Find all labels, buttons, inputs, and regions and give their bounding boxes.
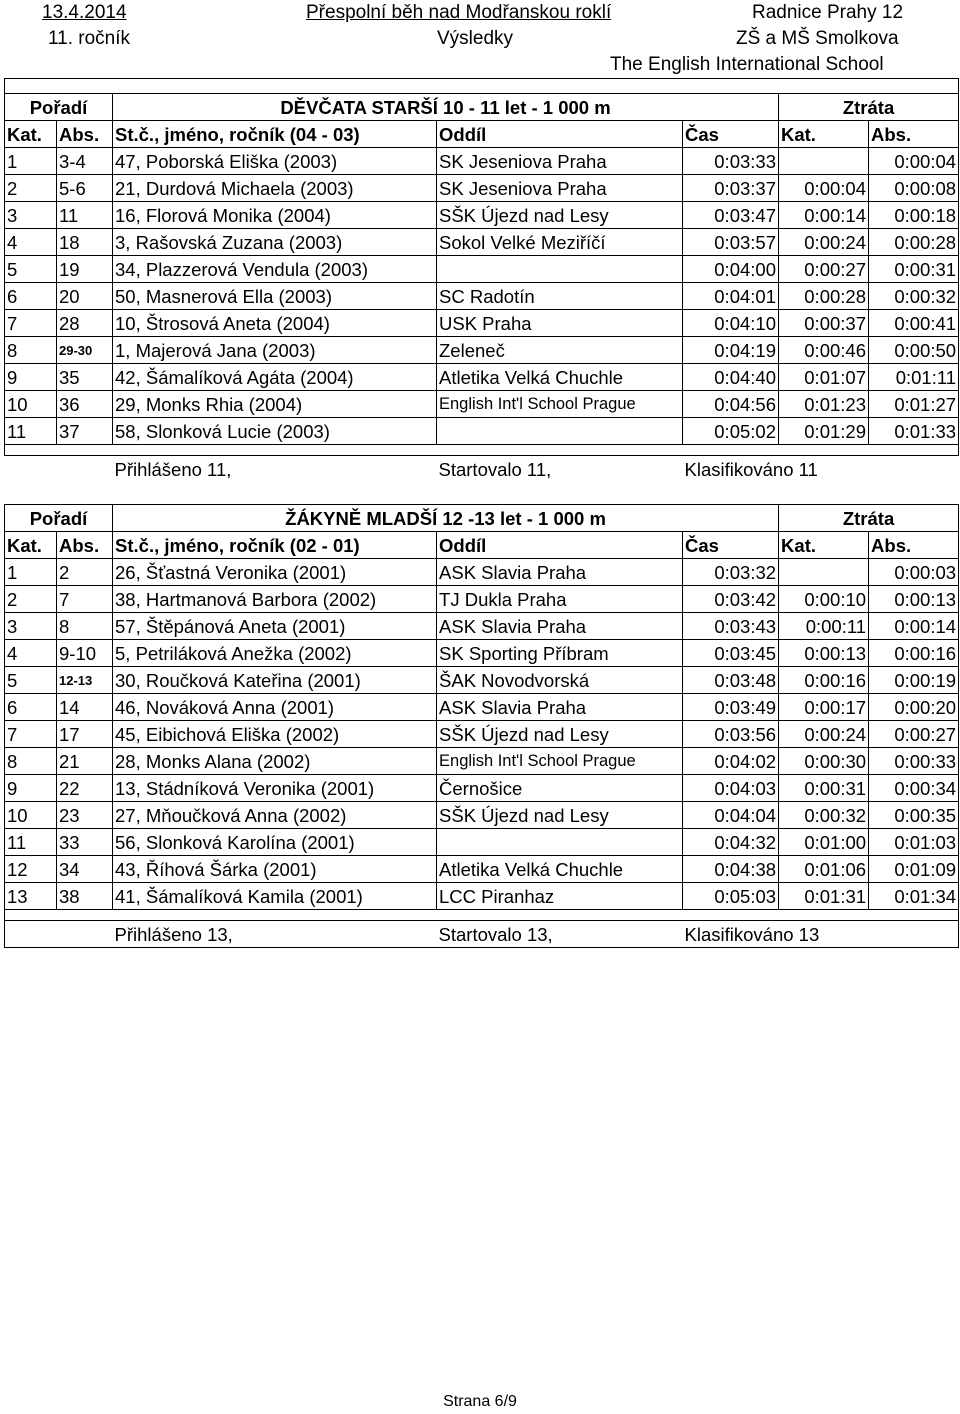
- col-abs: Abs.: [57, 532, 113, 559]
- loss-abs: 0:01:33: [869, 418, 959, 445]
- rank-kat: 2: [5, 175, 57, 202]
- club: Sokol Velké Meziříčí: [437, 229, 683, 256]
- rank-abs: 19: [57, 256, 113, 283]
- loss-kat: 0:00:27: [779, 256, 869, 283]
- category-header-row: [5, 94, 959, 121]
- table-row: [5, 310, 959, 337]
- rank-kat: 5: [5, 667, 57, 694]
- col-time: Čas: [683, 121, 779, 148]
- results-table-girls-younger: [4, 504, 959, 948]
- col-loss-abs: Abs.: [869, 532, 959, 559]
- loss-kat: 0:00:04: [779, 175, 869, 202]
- rank-kat: 7: [5, 310, 57, 337]
- table-row: [5, 283, 959, 310]
- club: [437, 418, 683, 445]
- time: 0:03:57: [683, 229, 779, 256]
- loss-kat: 0:00:24: [779, 229, 869, 256]
- rank-abs: 28: [57, 310, 113, 337]
- loss-kat: [779, 148, 869, 175]
- event-edition: 11. ročník: [48, 28, 131, 49]
- loss-abs: 0:00:04: [869, 148, 959, 175]
- time: 0:04:56: [683, 391, 779, 418]
- runner: 10, Štrosová Aneta (2004): [113, 310, 437, 337]
- rank-kat: 4: [5, 640, 57, 667]
- rank-abs: 21: [57, 748, 113, 775]
- runner: 1, Majerová Jana (2003): [113, 337, 437, 364]
- loss-abs: 0:00:31: [869, 256, 959, 283]
- rank-abs: 23: [57, 802, 113, 829]
- rank-kat: 11: [5, 418, 57, 445]
- rank-kat: 1: [5, 559, 57, 586]
- table-row: [5, 694, 959, 721]
- club: SŠK Újezd nad Lesy: [437, 721, 683, 748]
- column-header-row: [5, 532, 959, 559]
- rank-kat: 3: [5, 202, 57, 229]
- rank-abs: 17: [57, 721, 113, 748]
- rank-kat: 9: [5, 364, 57, 391]
- time: 0:03:42: [683, 586, 779, 613]
- col-name: St.č., jméno, ročník (02 - 01): [113, 532, 437, 559]
- club: SK Sporting Příbram: [437, 640, 683, 667]
- time: 0:03:37: [683, 175, 779, 202]
- registered-count: Přihlášeno 11,: [114, 459, 232, 480]
- table-row: [5, 883, 959, 910]
- loss-kat: 0:01:00: [779, 829, 869, 856]
- rank-abs: 38: [57, 883, 113, 910]
- club: English Int'l School Prague: [437, 391, 683, 418]
- loss-abs: 0:01:27: [869, 391, 959, 418]
- time: 0:04:19: [683, 337, 779, 364]
- loss-kat: 0:00:17: [779, 694, 869, 721]
- table-row: [5, 829, 959, 856]
- loss-kat: 0:00:14: [779, 202, 869, 229]
- started-count: Startovalo 13,: [437, 921, 683, 948]
- runner: 47, Poborská Eliška (2003): [113, 148, 437, 175]
- runner: 29, Monks Rhia (2004): [113, 391, 437, 418]
- loss-kat: [779, 559, 869, 586]
- rank-kat: 10: [5, 391, 57, 418]
- loss-abs: 0:00:18: [869, 202, 959, 229]
- loss-kat: 0:00:10: [779, 586, 869, 613]
- rank-abs: 12-13: [57, 667, 113, 694]
- runner: 45, Eibichová Eliška (2002): [113, 721, 437, 748]
- club: TJ Dukla Praha: [437, 586, 683, 613]
- club: SŠK Újezd nad Lesy: [437, 802, 683, 829]
- time: 0:04:10: [683, 310, 779, 337]
- club: ŠAK Novodvorská: [437, 667, 683, 694]
- loss-kat: 0:00:31: [779, 775, 869, 802]
- table-row: [5, 775, 959, 802]
- col-kat: Kat.: [5, 532, 57, 559]
- time: 0:04:02: [683, 748, 779, 775]
- rank-kat: 1: [5, 148, 57, 175]
- club: ASK Slavia Praha: [437, 694, 683, 721]
- rank-kat: 4: [5, 229, 57, 256]
- rank-kat: 6: [5, 283, 57, 310]
- category-title: DĚVČATA STARŠÍ 10 - 11 let - 1 000 m: [113, 94, 779, 121]
- column-header-row: [5, 121, 959, 148]
- loss-kat: 0:00:30: [779, 748, 869, 775]
- col-time: Čas: [683, 532, 779, 559]
- rank-kat: 10: [5, 802, 57, 829]
- runner: 13, Stádníková Veronika (2001): [113, 775, 437, 802]
- loss-kat: 0:00:24: [779, 721, 869, 748]
- header-line-1: [0, 2, 960, 28]
- runner: 26, Šťastná Veronika (2001): [113, 559, 437, 586]
- rank-abs: 11: [57, 202, 113, 229]
- col-loss-kat: Kat.: [779, 121, 869, 148]
- col-loss-abs: Abs.: [869, 121, 959, 148]
- table-row: [5, 613, 959, 640]
- time: 0:04:01: [683, 283, 779, 310]
- started-count: Startovalo 11,: [438, 459, 552, 480]
- runner: 38, Hartmanová Barbora (2002): [113, 586, 437, 613]
- loss-abs: 0:00:33: [869, 748, 959, 775]
- event-name: Přespolní běh nad Modřanskou roklí: [306, 2, 612, 23]
- loss-abs: 0:00:28: [869, 229, 959, 256]
- club: SK Jeseniova Praha: [437, 148, 683, 175]
- loss-kat: 0:01:31: [779, 883, 869, 910]
- rank-abs: 3-4: [57, 148, 113, 175]
- loss-kat: 0:00:11: [779, 613, 869, 640]
- col-club: Oddíl: [437, 532, 683, 559]
- rank-header: Pořadí: [5, 505, 113, 532]
- time: 0:05:02: [683, 418, 779, 445]
- loss-abs: 0:01:09: [869, 856, 959, 883]
- rank-kat: 12: [5, 856, 57, 883]
- table-row: [5, 256, 959, 283]
- time: 0:04:00: [683, 256, 779, 283]
- rank-kat: 2: [5, 586, 57, 613]
- rank-kat: 8: [5, 337, 57, 364]
- loss-abs: 0:00:32: [869, 283, 959, 310]
- header-line-3: [0, 54, 960, 80]
- loss-abs: 0:00:35: [869, 802, 959, 829]
- time: 0:05:03: [683, 883, 779, 910]
- time: 0:04:38: [683, 856, 779, 883]
- runner: 50, Masnerová Ella (2003): [113, 283, 437, 310]
- rank-abs: 8: [57, 613, 113, 640]
- category-title: ŽÁKYNĚ MLADŠÍ 12 -13 let - 1 000 m: [113, 505, 779, 532]
- col-club: Oddíl: [437, 121, 683, 148]
- table-row: [5, 559, 959, 586]
- loss-abs: 0:00:13: [869, 586, 959, 613]
- loss-kat: 0:01:29: [779, 418, 869, 445]
- rank-abs: 22: [57, 775, 113, 802]
- club: Atletika Velká Chuchle: [437, 364, 683, 391]
- runner: 42, Šámalíková Agáta (2004): [113, 364, 437, 391]
- page-number: Strana 6/9: [443, 1393, 517, 1410]
- time: 0:04:04: [683, 802, 779, 829]
- rank-header: Pořadí: [5, 94, 113, 121]
- club: SK Jeseniova Praha: [437, 175, 683, 202]
- rank-abs: 33: [57, 829, 113, 856]
- classified-count: Klasifikováno 11: [684, 459, 818, 480]
- club: English Int'l School Prague: [437, 748, 683, 775]
- loss-abs: 0:00:03: [869, 559, 959, 586]
- table-row: [5, 667, 959, 694]
- event-date: 13.4.2014: [42, 2, 127, 23]
- runner: 27, Mňoučková Anna (2002): [113, 802, 437, 829]
- col-loss-kat: Kat.: [779, 532, 869, 559]
- summary-row: [5, 921, 959, 948]
- runner: 21, Durdová Michaela (2003): [113, 175, 437, 202]
- table-row: [5, 229, 959, 256]
- time: 0:03:45: [683, 640, 779, 667]
- time: 0:04:03: [683, 775, 779, 802]
- time: 0:04:32: [683, 829, 779, 856]
- time: 0:03:48: [683, 667, 779, 694]
- table-row: [5, 856, 959, 883]
- rank-abs: 18: [57, 229, 113, 256]
- runner: 3, Rašovská Zuzana (2003): [113, 229, 437, 256]
- rank-abs: 20: [57, 283, 113, 310]
- rank-kat: 6: [5, 694, 57, 721]
- rank-abs: 34: [57, 856, 113, 883]
- organizer-school: ZŠ a MŠ Smolkova: [736, 28, 899, 49]
- rank-kat: 5: [5, 256, 57, 283]
- loss-abs: 0:01:34: [869, 883, 959, 910]
- col-name: St.č., jméno, ročník (04 - 03): [113, 121, 437, 148]
- loss-kat: 0:00:28: [779, 283, 869, 310]
- runner: 57, Štěpánová Aneta (2001): [113, 613, 437, 640]
- summary-row: [5, 456, 959, 483]
- table-row: [5, 640, 959, 667]
- loss-abs: 0:00:27: [869, 721, 959, 748]
- loss-abs: 0:01:11: [869, 364, 959, 391]
- document-type: Výsledky: [437, 28, 514, 49]
- club: LCC Piranhaz: [437, 883, 683, 910]
- time: 0:03:47: [683, 202, 779, 229]
- category-header-row: [5, 505, 959, 532]
- rank-abs: 35: [57, 364, 113, 391]
- time: 0:04:40: [683, 364, 779, 391]
- time: 0:03:56: [683, 721, 779, 748]
- loss-abs: 0:00:34: [869, 775, 959, 802]
- loss-header: Ztráta: [779, 94, 959, 121]
- rank-kat: 11: [5, 829, 57, 856]
- table-row: [5, 364, 959, 391]
- rank-abs: 2: [57, 559, 113, 586]
- event-sponsor: Radnice Prahy 12: [752, 2, 904, 23]
- rank-kat: 8: [5, 748, 57, 775]
- rank-abs: 5-6: [57, 175, 113, 202]
- table-row: [5, 586, 959, 613]
- table-row: [5, 391, 959, 418]
- runner: 16, Florová Monika (2004): [113, 202, 437, 229]
- loss-kat: 0:00:32: [779, 802, 869, 829]
- loss-abs: 0:00:16: [869, 640, 959, 667]
- runner: 28, Monks Alana (2002): [113, 748, 437, 775]
- club: Atletika Velká Chuchle: [437, 856, 683, 883]
- time: 0:03:32: [683, 559, 779, 586]
- runner: 5, Petriláková Anežka (2002): [113, 640, 437, 667]
- loss-abs: 0:00:50: [869, 337, 959, 364]
- runner: 46, Nováková Anna (2001): [113, 694, 437, 721]
- club: [437, 256, 683, 283]
- rank-kat: 7: [5, 721, 57, 748]
- rank-abs: 36: [57, 391, 113, 418]
- col-abs: Abs.: [57, 121, 113, 148]
- rank-abs: 14: [57, 694, 113, 721]
- rank-abs: 9-10: [57, 640, 113, 667]
- organizer-school-2: The English International School: [610, 54, 884, 75]
- runner: 58, Slonková Lucie (2003): [113, 418, 437, 445]
- loss-abs: 0:00:08: [869, 175, 959, 202]
- table-row: [5, 748, 959, 775]
- col-kat: Kat.: [5, 121, 57, 148]
- runner: 43, Říhová Šárka (2001): [113, 856, 437, 883]
- club: Zeleneč: [437, 337, 683, 364]
- club: SŠK Újezd nad Lesy: [437, 202, 683, 229]
- loss-abs: 0:00:41: [869, 310, 959, 337]
- loss-kat: 0:01:07: [779, 364, 869, 391]
- loss-header: Ztráta: [779, 505, 959, 532]
- loss-kat: 0:00:37: [779, 310, 869, 337]
- table-row: [5, 148, 959, 175]
- header-line-2: [0, 28, 960, 54]
- loss-kat: 0:00:13: [779, 640, 869, 667]
- table-row: [5, 721, 959, 748]
- table-row: [5, 175, 959, 202]
- loss-kat: 0:01:23: [779, 391, 869, 418]
- rank-kat: 9: [5, 775, 57, 802]
- time: 0:03:43: [683, 613, 779, 640]
- table-row: [5, 202, 959, 229]
- club: ASK Slavia Praha: [437, 559, 683, 586]
- loss-abs: 0:00:14: [869, 613, 959, 640]
- table-row: [5, 418, 959, 445]
- rank-abs: 29-30: [57, 337, 113, 364]
- registered-count: Přihlášeno 13,: [113, 921, 437, 948]
- runner: 34, Plazzerová Vendula (2003): [113, 256, 437, 283]
- loss-kat: 0:00:46: [779, 337, 869, 364]
- table-row: [5, 337, 959, 364]
- rank-abs: 37: [57, 418, 113, 445]
- club: Černošice: [437, 775, 683, 802]
- loss-abs: 0:00:19: [869, 667, 959, 694]
- time: 0:03:33: [683, 148, 779, 175]
- runner: 30, Roučková Kateřina (2001): [113, 667, 437, 694]
- loss-kat: 0:00:16: [779, 667, 869, 694]
- time: 0:03:49: [683, 694, 779, 721]
- club: USK Praha: [437, 310, 683, 337]
- table-row: [5, 802, 959, 829]
- runner: 56, Slonková Karolína (2001): [113, 829, 437, 856]
- loss-kat: 0:01:06: [779, 856, 869, 883]
- rank-kat: 3: [5, 613, 57, 640]
- classified-count: Klasifikováno 13: [683, 921, 959, 948]
- club: [437, 829, 683, 856]
- runner: 41, Šámalíková Kamila (2001): [113, 883, 437, 910]
- results-table-girls-older: [4, 78, 959, 482]
- loss-abs: 0:01:03: [869, 829, 959, 856]
- rank-kat: 13: [5, 883, 57, 910]
- rank-abs: 7: [57, 586, 113, 613]
- loss-abs: 0:00:20: [869, 694, 959, 721]
- club: SC Radotín: [437, 283, 683, 310]
- club: ASK Slavia Praha: [437, 613, 683, 640]
